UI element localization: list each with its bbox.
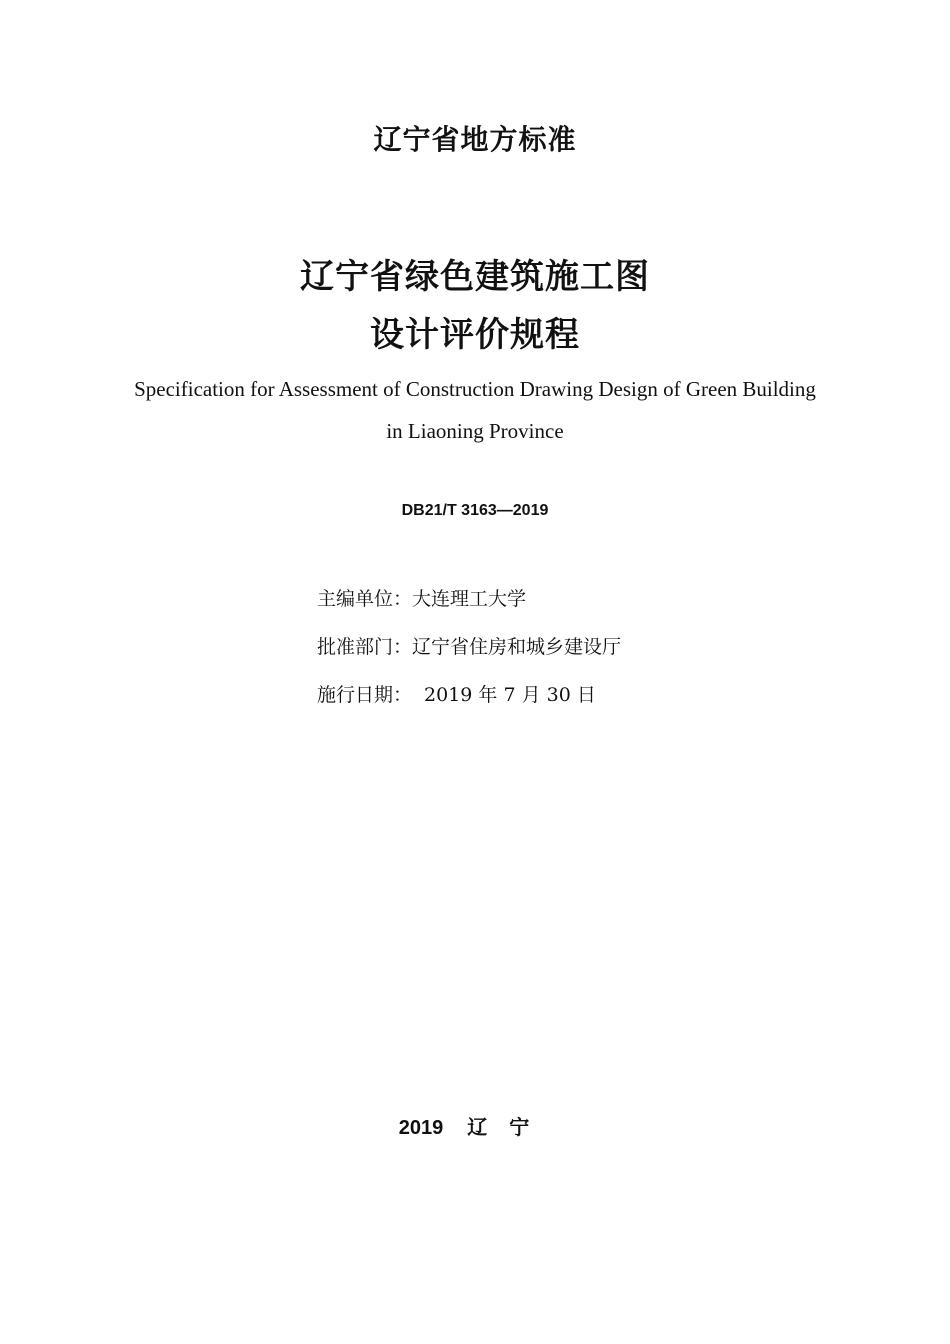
document-title-en: [0, 368, 950, 452]
footer-year: 2019: [398, 1117, 444, 1139]
approver-label: 批准部门：: [317, 636, 413, 658]
footer: [0, 1111, 950, 1140]
title-en-line2: in Liaoning Province: [386, 419, 564, 443]
effective-date-row: [317, 671, 621, 719]
standard-code: DB21/T 3163—2019: [401, 502, 549, 519]
approver-value: 辽宁省住房和城乡建设厅: [412, 636, 622, 658]
approver-row: [317, 623, 621, 671]
editor-label: 主编单位：: [317, 588, 413, 610]
effective-date-label: 施行日期：: [317, 684, 413, 706]
document-title-cn: [0, 248, 950, 364]
editor-row: [317, 575, 621, 623]
effective-date-value: 2019 年 7 月 30 日: [424, 684, 596, 706]
publication-info: [317, 575, 621, 719]
standard-type-heading: 辽宁省地方标准: [373, 123, 577, 156]
editor-value: 大连理工大学: [412, 588, 527, 610]
title-en-line1: Specification for Assessment of Construction Drawing Design of Green Building: [134, 377, 816, 401]
footer-place: 辽宁: [467, 1115, 552, 1139]
title-cn-line2: 设计评价规程: [370, 315, 580, 355]
title-cn-line1: 辽宁省绿色建筑施工图: [300, 257, 650, 297]
